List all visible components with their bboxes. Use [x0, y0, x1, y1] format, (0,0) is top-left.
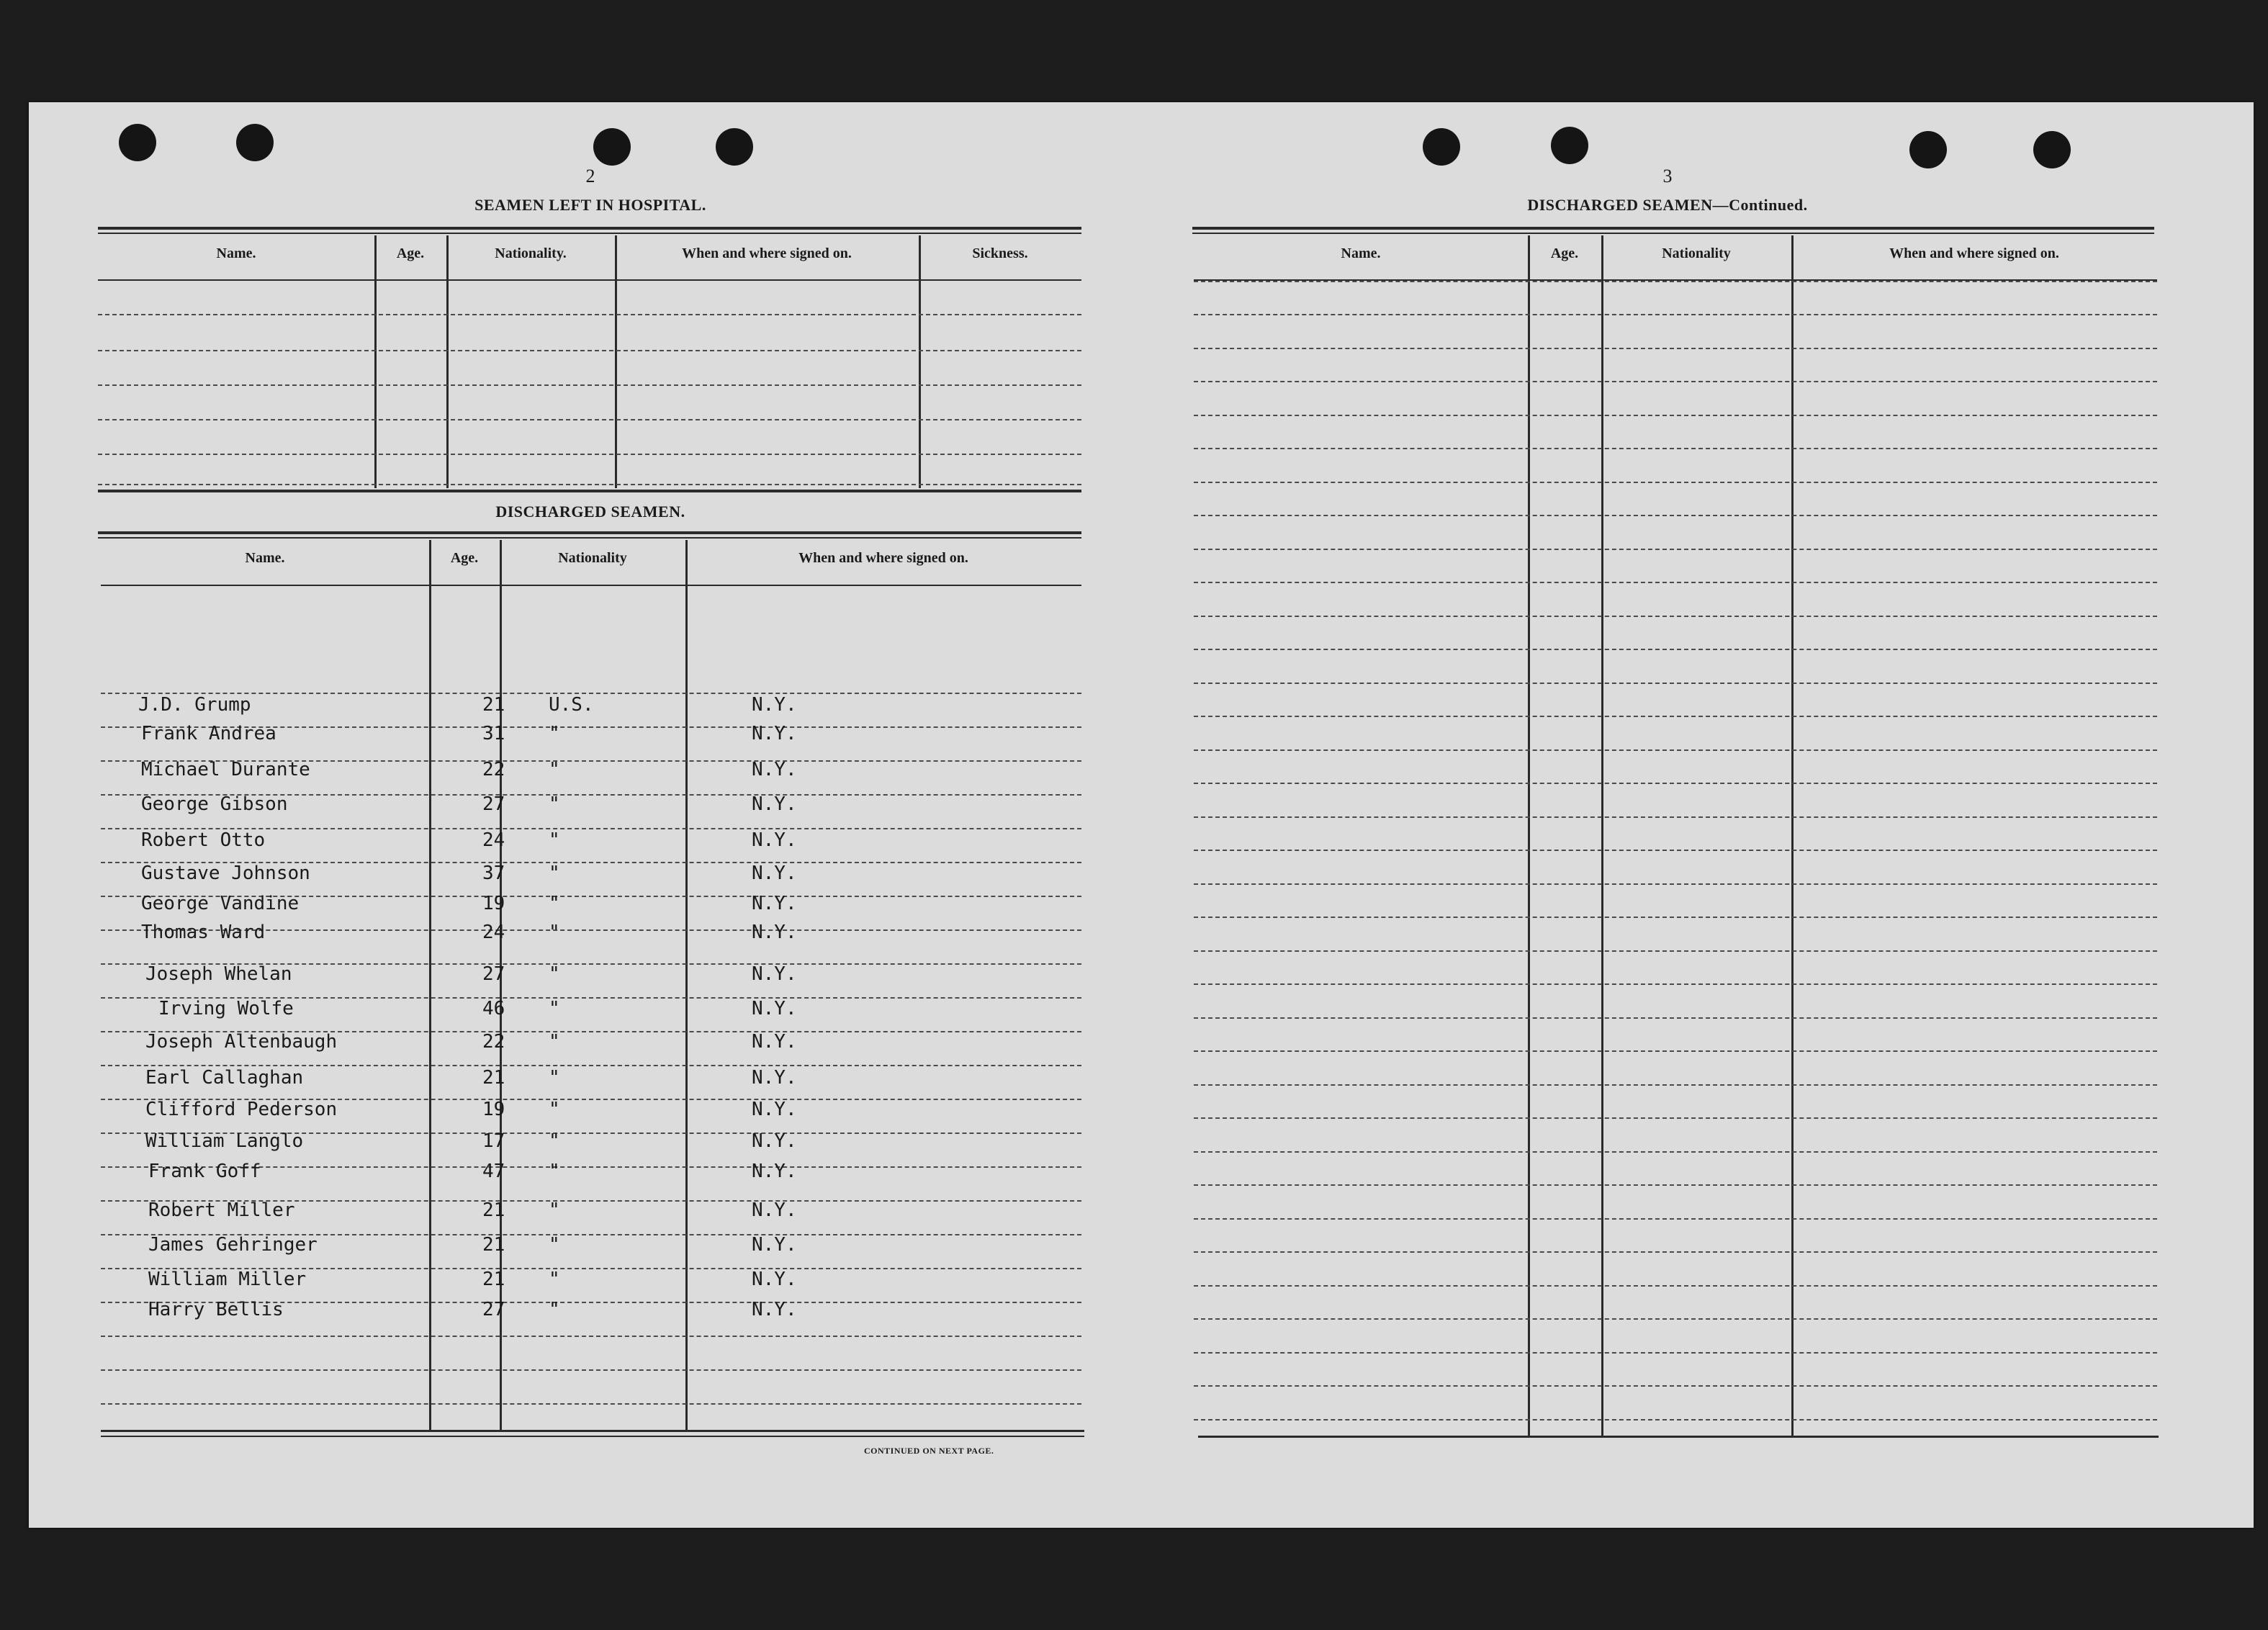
- dotted-row-line: [1194, 448, 2157, 449]
- seaman-name: Michael Durante: [141, 759, 310, 780]
- dotted-row-line: [1194, 749, 2157, 751]
- column-header: Nationality.: [495, 246, 567, 261]
- dotted-row-line: [98, 484, 1081, 485]
- seaman-age: 21: [482, 1234, 505, 1256]
- dotted-row-line: [98, 384, 1081, 386]
- seaman-age: 19: [482, 1099, 505, 1120]
- dotted-row-line: [1194, 1050, 2157, 1052]
- punch-hole: [236, 124, 274, 161]
- seaman-signed-on: N.Y.: [752, 793, 797, 815]
- seaman-signed-on: N.Y.: [752, 1161, 797, 1182]
- discharged-section-title: DISCHARGED SEAMEN.: [495, 503, 685, 521]
- seaman-signed-on: N.Y.: [752, 1099, 797, 1120]
- dotted-row-line: [1194, 850, 2157, 851]
- seaman-nationality: ": [549, 1269, 560, 1290]
- dotted-row-line: [98, 350, 1081, 351]
- dotted-row-line: [1194, 683, 2157, 684]
- seaman-name: Harry Bellis: [148, 1299, 284, 1320]
- discharged-continued-title: DISCHARGED SEAMEN—Continued.: [1527, 196, 1808, 214]
- punch-hole: [119, 124, 156, 161]
- column-divider: [615, 235, 617, 488]
- column-header: Nationality: [1662, 246, 1731, 261]
- dotted-row-line: [1194, 1151, 2157, 1153]
- dotted-row-line: [1194, 281, 2157, 282]
- seaman-name: James Gehringer: [148, 1234, 318, 1256]
- seaman-signed-on: N.Y.: [752, 1234, 797, 1256]
- dotted-row-line: [1194, 1184, 2157, 1186]
- column-divider: [500, 540, 502, 1430]
- seaman-name: Robert Otto: [141, 829, 266, 851]
- seaman-age: 31: [482, 723, 505, 744]
- seaman-signed-on: N.Y.: [752, 863, 797, 884]
- seaman-signed-on: N.Y.: [752, 759, 797, 780]
- seaman-age: 17: [482, 1130, 505, 1152]
- dotted-row-line: [98, 419, 1081, 420]
- punch-hole: [2033, 131, 2071, 168]
- dotted-row-line: [1194, 1117, 2157, 1119]
- seaman-age: 27: [482, 793, 505, 815]
- seaman-signed-on: N.Y.: [752, 1130, 797, 1152]
- column-divider: [919, 235, 921, 488]
- column-header: When and where signed on.: [682, 246, 852, 261]
- column-header: Name.: [1341, 246, 1381, 261]
- seaman-name: Irving Wolfe: [158, 998, 294, 1019]
- seaman-name: George Vandine: [141, 893, 300, 914]
- seaman-nationality: ": [549, 1031, 560, 1053]
- column-header: When and where signed on.: [798, 550, 968, 566]
- header-rule: [98, 279, 1081, 281]
- dotted-row-line: [1194, 1352, 2157, 1354]
- dotted-row-line: [1194, 616, 2157, 617]
- dotted-row-line: [1194, 1419, 2157, 1420]
- seaman-nationality: ": [549, 1199, 560, 1221]
- dotted-row-line: [1194, 1385, 2157, 1387]
- seaman-signed-on: N.Y.: [752, 1199, 797, 1221]
- column-header: When and where signed on.: [1889, 246, 2059, 261]
- seaman-signed-on: N.Y.: [752, 1067, 797, 1089]
- seaman-age: 24: [482, 922, 505, 943]
- continued-note: CONTINUED ON NEXT PAGE.: [864, 1446, 994, 1456]
- seaman-signed-on: N.Y.: [752, 1031, 797, 1053]
- seaman-age: 21: [482, 694, 505, 716]
- dotted-row-line: [101, 1065, 1081, 1066]
- seaman-nationality: ": [549, 863, 560, 884]
- dotted-row-line: [1194, 816, 2157, 818]
- dotted-row-line: [1194, 314, 2157, 315]
- seaman-nationality: ": [549, 1234, 560, 1256]
- seaman-name: William Langlo: [145, 1130, 304, 1152]
- punch-hole: [1551, 127, 1588, 164]
- punch-hole: [1423, 128, 1460, 166]
- seaman-signed-on: N.Y.: [752, 723, 797, 744]
- seaman-name: Frank Goff: [148, 1161, 261, 1182]
- seaman-name: George Gibson: [141, 793, 288, 815]
- seaman-nationality: ": [549, 963, 560, 985]
- column-header: Sickness.: [972, 246, 1028, 261]
- header-rule: [101, 585, 1081, 586]
- dotted-row-line: [1194, 348, 2157, 349]
- dotted-row-line: [1194, 381, 2157, 382]
- dotted-row-line: [1194, 482, 2157, 483]
- seaman-signed-on: N.Y.: [752, 829, 797, 851]
- dotted-row-line: [1194, 415, 2157, 416]
- seaman-nationality: ": [549, 723, 560, 744]
- column-divider: [446, 235, 449, 488]
- column-divider: [374, 235, 377, 488]
- column-header: Nationality: [558, 550, 627, 566]
- seaman-age: 21: [482, 1067, 505, 1089]
- dotted-row-line: [98, 454, 1081, 455]
- seaman-nationality: ": [549, 1099, 560, 1120]
- seaman-nationality: ": [549, 759, 560, 780]
- page-number: 3: [1662, 166, 1673, 186]
- seaman-name: Joseph Whelan: [145, 963, 292, 985]
- seaman-signed-on: N.Y.: [752, 1269, 797, 1290]
- seaman-age: 22: [482, 1031, 505, 1053]
- seaman-name: Frank Andrea: [141, 723, 276, 744]
- dotted-row-line: [101, 1369, 1081, 1371]
- seaman-name: Robert Miller: [148, 1199, 295, 1221]
- seaman-age: 19: [482, 893, 505, 914]
- seaman-nationality: ": [549, 1161, 560, 1182]
- column-header: Age.: [396, 246, 425, 261]
- dotted-row-line: [101, 1403, 1081, 1405]
- seaman-age: 21: [482, 1199, 505, 1221]
- seaman-age: 22: [482, 759, 505, 780]
- seaman-nationality: U.S.: [549, 694, 594, 716]
- dotted-row-line: [98, 314, 1081, 315]
- seaman-name: J.D. Grump: [138, 694, 251, 716]
- column-header: Age.: [450, 550, 479, 566]
- seaman-name: Earl Callaghan: [145, 1067, 304, 1089]
- seaman-signed-on: N.Y.: [752, 998, 797, 1019]
- dotted-row-line: [1194, 783, 2157, 784]
- punch-hole: [716, 128, 753, 166]
- seaman-nationality: ": [549, 998, 560, 1019]
- ledger-sheet: [29, 102, 2254, 1528]
- seaman-name: Gustave Johnson: [141, 863, 310, 884]
- seaman-age: 27: [482, 1299, 505, 1320]
- dotted-row-line: [1194, 917, 2157, 918]
- hospital-section-title: SEAMEN LEFT IN HOSPITAL.: [474, 196, 706, 214]
- dotted-row-line: [1194, 582, 2157, 583]
- seaman-age: 24: [482, 829, 505, 851]
- column-header: Name.: [245, 550, 285, 566]
- column-divider: [685, 540, 688, 1430]
- dotted-row-line: [101, 1336, 1081, 1337]
- dotted-row-line: [1194, 983, 2157, 985]
- dotted-row-line: [1194, 883, 2157, 885]
- seaman-age: 47: [482, 1161, 505, 1182]
- dotted-row-line: [1194, 1218, 2157, 1220]
- dotted-row-line: [1194, 1084, 2157, 1086]
- dotted-row-line: [1194, 1251, 2157, 1253]
- seaman-nationality: ": [549, 1130, 560, 1152]
- seaman-nationality: ": [549, 829, 560, 851]
- seaman-signed-on: N.Y.: [752, 922, 797, 943]
- page-number: 2: [585, 166, 595, 186]
- dotted-row-line: [1194, 716, 2157, 717]
- seaman-nationality: ": [549, 922, 560, 943]
- seaman-age: 21: [482, 1269, 505, 1290]
- punch-hole: [593, 128, 631, 166]
- dotted-row-line: [1194, 1285, 2157, 1287]
- seaman-nationality: ": [549, 793, 560, 815]
- dotted-row-line: [1194, 950, 2157, 952]
- column-header: Name.: [216, 246, 256, 261]
- dotted-row-line: [1194, 649, 2157, 650]
- seaman-signed-on: N.Y.: [752, 893, 797, 914]
- seaman-nationality: ": [549, 893, 560, 914]
- column-divider: [429, 540, 431, 1430]
- seaman-age: 37: [482, 863, 505, 884]
- seaman-signed-on: N.Y.: [752, 963, 797, 985]
- punch-hole: [1909, 131, 1947, 168]
- seaman-nationality: ": [549, 1067, 560, 1089]
- seaman-age: 46: [482, 998, 505, 1019]
- seaman-name: William Miller: [148, 1269, 307, 1290]
- seaman-signed-on: N.Y.: [752, 694, 797, 716]
- seaman-name: Thomas Ward: [141, 922, 266, 943]
- seaman-name: Joseph Altenbaugh: [145, 1031, 338, 1053]
- seaman-age: 27: [482, 963, 505, 985]
- column-header: Age.: [1550, 246, 1579, 261]
- dotted-row-line: [1194, 549, 2157, 550]
- dotted-row-line: [1194, 1318, 2157, 1320]
- seaman-name: Clifford Pederson: [145, 1099, 338, 1120]
- dotted-row-line: [1194, 1017, 2157, 1019]
- seaman-nationality: ": [549, 1299, 560, 1320]
- seaman-signed-on: N.Y.: [752, 1299, 797, 1320]
- dotted-row-line: [1194, 515, 2157, 516]
